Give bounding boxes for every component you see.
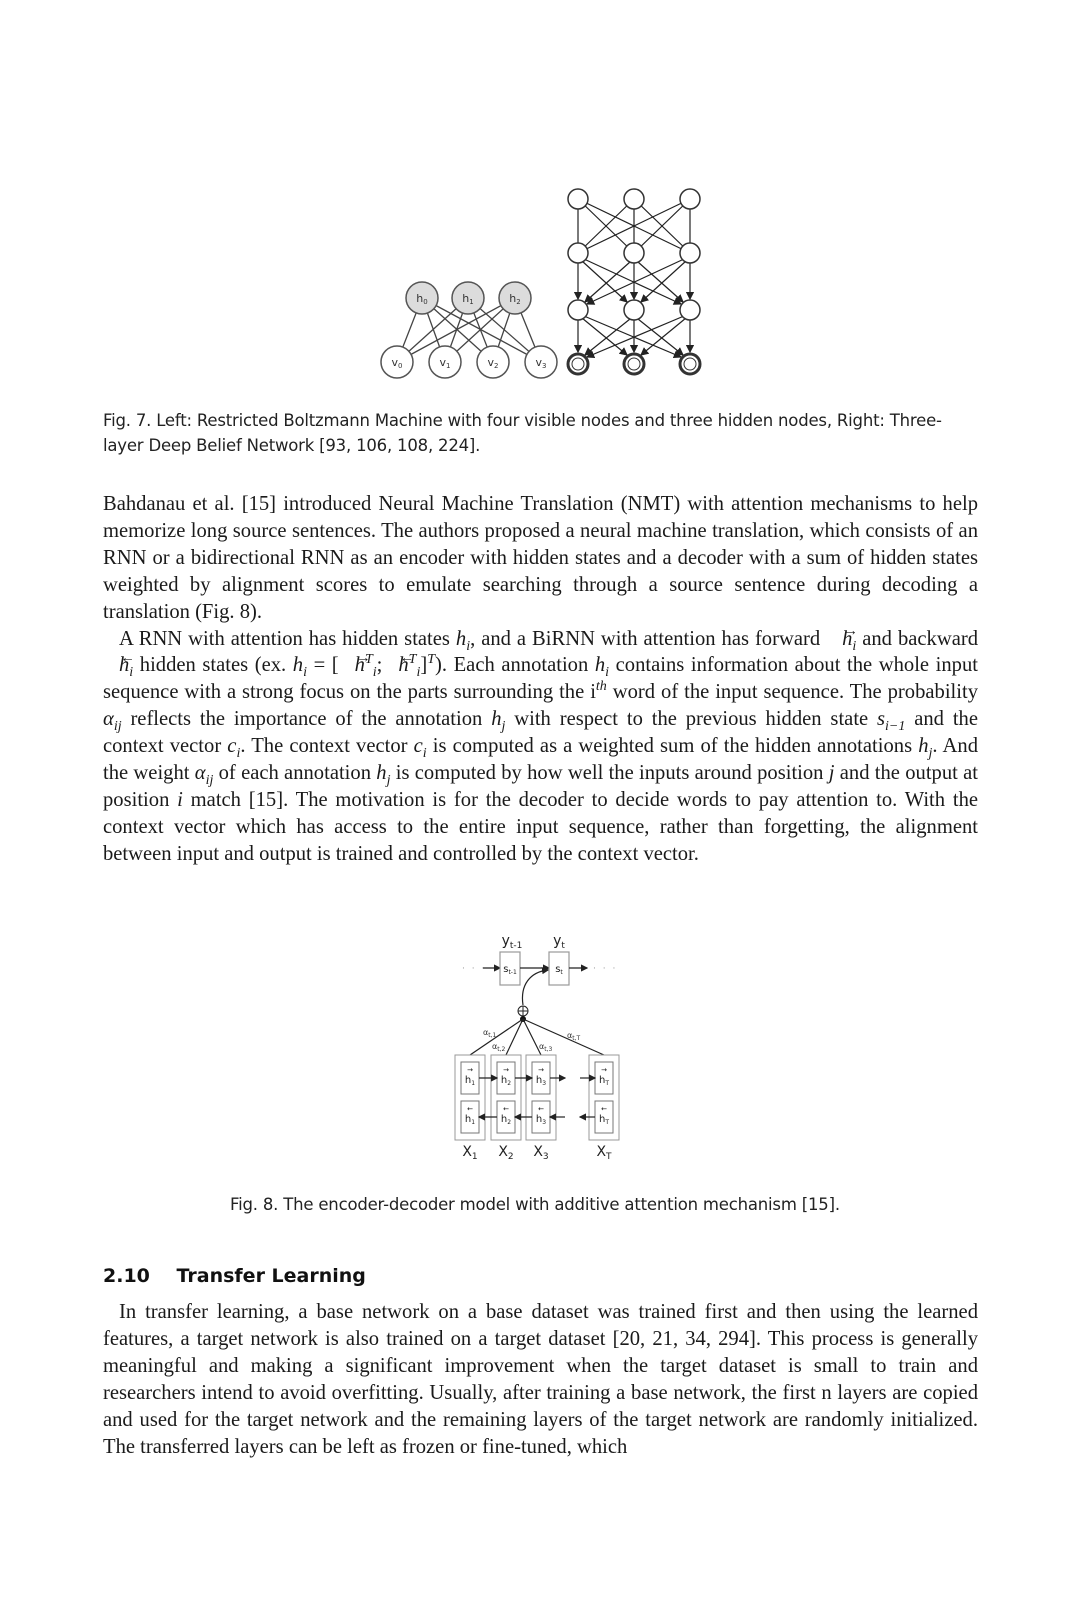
figure-8-caption: Fig. 8. The encoder-decoder model with additive attention mechanism [15]. <box>230 1195 840 1214</box>
figure-7-diagram <box>370 180 710 385</box>
svg-text:→: → <box>503 1066 509 1074</box>
svg-text:v2: v2 <box>487 356 499 370</box>
svg-text:X3: $X_3$ <box>533 1144 549 1162</box>
svg-text:v3: v3 <box>535 356 547 370</box>
section-title: Transfer Learning <box>176 1265 366 1287</box>
svg-text:h0: h0 <box>416 292 428 306</box>
svg-text:αt,1: $\alpha_{t,1}$ <box>483 1028 497 1039</box>
svg-text:hT: $h_T$ <box>598 1075 610 1087</box>
svg-text:h2: $h_2$ <box>500 1075 512 1087</box>
figure-7-caption: Fig. 7. Left: Restricted Boltzmann Machine with four visible nodes and three hidden nodes, Right: Three-layer Deep Belief Network [93, 106, 108, 224]. <box>103 411 942 455</box>
svg-text:←: ← <box>538 1105 544 1113</box>
svg-text:←: ← <box>601 1105 607 1113</box>
body-section-attention <box>103 491 978 868</box>
svg-text:yt-1: $y_{t-1}$ <box>501 933 523 951</box>
svg-text:· · ·: · · · <box>462 964 487 974</box>
svg-text:←: ← <box>467 1105 473 1113</box>
paragraph-rnn-attention: A RNN with attention has hidden states $h_i$, and a BiRNN with attention has forward → $h_i$ and backward ← $h_i$ hidden states (ex. $h_i$ = [ → $h^T_i$; ← $h^T_i]^T$). Each annotation $h_i$ contains information about the whole input sequence with a strong focus on the parts surrounding the $i^{th}$ word of the input sequence. The probability $\alpha_{ij}$ reflects the importance of the annotation $h_j$ with respect to the previous hidden state $s_{i-1}$ and the context vector $c_i$. The context vector $c_i$ is computed as a weighted sum of the hidden annotations $h_j$. And the weight $\alpha_{ij}$ of each annotation $h_j$ is computed by how well the inputs around position j and the output at position i match [15]. The motivation is for the decoder to decide words to pay attention to. With the context vector which has access to the entire input sequence, rather than forgetting, the alignment between input and output is trained and controlled by the context vector. <box>103 626 978 868</box>
svg-text:h3: $h_3$ <box>535 1114 547 1126</box>
section-heading <box>103 1265 366 1287</box>
svg-text:v1: v1 <box>439 356 451 370</box>
svg-text:v0: v0 <box>391 356 403 370</box>
body-section-transfer <box>103 1299 978 1460</box>
svg-text:αt,2: $\alpha_{t,2}$ <box>492 1042 506 1053</box>
svg-text:h1: h1 <box>462 292 474 306</box>
svg-text:st: $s_t$ <box>555 964 563 976</box>
svg-text:X2: $X_2$ <box>498 1144 514 1162</box>
figure-8-diagram <box>450 925 630 1165</box>
svg-text:αt,3: $\alpha_{t,3}$ <box>539 1042 553 1053</box>
svg-text:→: → <box>538 1066 544 1074</box>
svg-text:yt: $y_t$ <box>553 933 565 951</box>
svg-text:←: ← <box>503 1105 509 1113</box>
svg-text:αt,T: $\alpha_{t,T}$ <box>567 1031 581 1042</box>
svg-text:· · ·: · · · <box>593 964 618 974</box>
svg-text:h2: h2 <box>509 292 521 306</box>
svg-text:h2: $h_2$ <box>500 1114 512 1126</box>
section-number: 2.10 <box>103 1265 150 1287</box>
svg-text:X1: $X_1$ <box>462 1144 478 1162</box>
paragraph-transfer-learning: In transfer learning, a base network on a base dataset was trained first and then using the learned features, a target network is also trained on a target dataset [20, 21, 34, 294]. This process is generally meaningful and making a significant improvement when the target dataset is small to train and researchers intend to avoid overfitting. Usually, after training a base network, the first n layers are copied and used for the target network and the remaining layers of the target network are randomly initialized. The transferred layers can be left as frozen or fine-tuned, which <box>103 1301 978 1458</box>
figure-8 <box>450 925 630 1165</box>
figure-7 <box>370 180 710 385</box>
svg-text:st-1: $s_{t-1}$ <box>503 964 517 976</box>
paragraph-bahdanau: Bahdanau et al. [15] introduced Neural Machine Translation (NMT) with attention mechanisms to help memorize long source sentences. The authors proposed a neural machine translation, which consists of an RNN or a bidirectional RNN as an encoder with hidden states and a decoder with a sum of hidden states weighted by alignment scores to emulate searching through a source sentence during decoding a translation (Fig. 8). <box>103 493 978 623</box>
svg-text:h1: $h_1$ <box>464 1114 476 1126</box>
svg-text:XT: $X_T$ <box>596 1144 612 1162</box>
svg-text:→: → <box>601 1066 607 1074</box>
rbm-visible-nodes <box>381 346 557 378</box>
svg-text:hT: $h_T$ <box>598 1114 610 1126</box>
svg-text:→: → <box>467 1066 473 1074</box>
svg-text:h3: $h_3$ <box>535 1075 547 1087</box>
svg-text:h1: $h_1$ <box>464 1075 476 1087</box>
rbm-hidden-nodes <box>406 282 531 314</box>
